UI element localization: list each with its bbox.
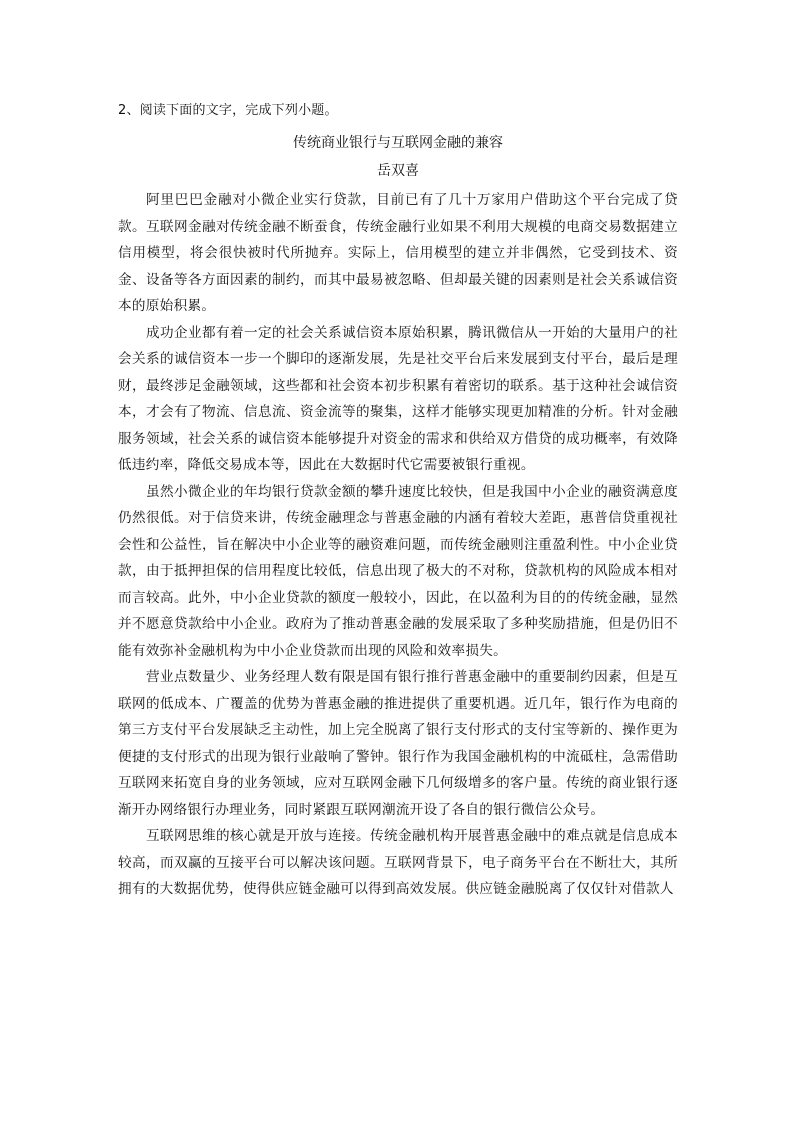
article-author: 岳双喜 xyxy=(377,163,419,179)
article-paragraph-1: 阿里巴巴金融对小微企业实行贷款，目前已有了几十万家用户借助这个平台完成了贷款。互联网金融对传统金融不断蚕食，传统金融行业如果不利用大规模的电商交易数据建立信用模型，将会很快被时代所抛弃。实际上，信用模型的建立并非偶然，它受到技术、资金、设备等各方面因素的制约，而其中最易被忽略、但却最关键的因素则是社会关系诚信资本的原始积累。 xyxy=(118,192,678,314)
article-paragraph-2: 成功企业都有着一定的社会关系诚信资本原始积累，腾讯微信从一开始的大量用户的社会关系的诚信资本一步一个脚印的逐渐发展，先是社交平台后来发展到支付平台，最后是理财，最终涉足金融领域，这些都和社会资本初步积累有着密切的联系。基于这种社会诚信资本，才会有了物流、信息流、资金流等的聚集，这样才能够实现更加精准的分析。针对金融服务领域，社会关系的诚信资本能够提升对资金的需求和供给双方借贷的成功概率，有效降低违约率，降低交易成本等，因此在大数据时代它需要被银行重视。 xyxy=(118,324,678,473)
question-prompt: 2、阅读下面的文字，完成下列小题。 xyxy=(118,103,338,118)
article-paragraph-5: 互联网思维的核心就是开放与连接。传统金融机构开展普惠金融中的难点就是信息成本较高，而双赢的互接平台可以解决该问题。互联网背景下，电子商务平台在不断壮大，其所拥有的大数据优势，使得供应链金融可以得到高效发展。供应链金融脱离了仅仅针对借款人 xyxy=(118,828,678,897)
article-paragraph-4: 营业点数量少、业务经理人数有限是国有银行推行普惠金融中的重要制约因素，但是互联网的低成本、广覆盖的优势为普惠金融的推进提供了重要机遇。近几年，银行作为电商的第三方支付平台发展缺乏主动性，加上完全脱离了银行支付形式的支付宝等新的、操作更为便捷的支付形式的出现为银行业敲响了警钟。银行作为我国金融机构的中流砥柱，急需借助互联网来拓宽自身的业务领域，应对互联网金融下几何级增多的客户量。传统的商业银行逐渐开办网络银行办理业务，同时紧跟互联网潮流开设了各自的银行微信公众号。 xyxy=(118,669,678,818)
document-content xyxy=(118,101,678,903)
article-title: 传统商业银行与互联网金融的兼容 xyxy=(293,135,503,151)
article-paragraph-3: 虽然小微企业的年均银行贷款金额的攀升速度比较快，但是我国中小企业的融资满意度仍然很低。对于信贷来讲，传统金融理念与普惠金融的内涵有着较大差距，惠普信贷重视社会性和公益性，旨在解决中小企业等的融资难问题，而传统金融则注重盈利性。中小企业贷款，由于抵押担保的信用程度比较低，信息出现了极大的不对称，贷款机构的风险成本相对而言较高。此外，中小企业贷款的额度一般较小，因此，在以盈利为目的的传统金融，显然并不愿意贷款给中小企业。政府为了推动普惠金融的发展采取了多种奖励措施，但是仍旧不能有效弥补金融机构为中小企业贷款而出现的风险和效率损失。 xyxy=(118,483,678,659)
